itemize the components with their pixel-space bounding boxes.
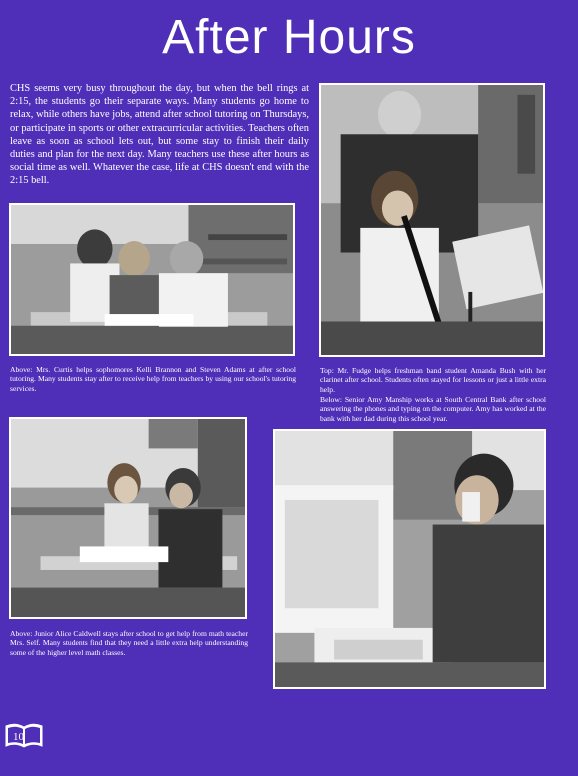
- math-caption: Above: Junior Alice Caldwell stays after school to get help from math teacher Mrs. Self. Many students find that they need a little extra help understanding some of the higher level math classes.: [10, 629, 248, 657]
- page-title: After Hours: [162, 11, 416, 64]
- bank-photo: [273, 429, 546, 689]
- tutoring-caption: Above: Mrs. Curtis helps sophomores Kelli Brannon and Steven Adams at after school tutoring. Many students stay after to receive help from teachers by using our school's tutoring services.: [10, 365, 296, 393]
- page-number: 10: [13, 731, 24, 743]
- tutoring-photo: [9, 203, 295, 356]
- intro-paragraph: CHS seems very busy throughout the day, but when the bell rings at 2:15, the students go their separate ways. Many students go home to relax, while others have jobs, attend after school tutoring on Thursdays, or participate in sports or other extracurricular activities. Teachers often leave as soon as school lets out, but some stay to finish their daily duties and plan for the next day. Many teachers use these after hours as social time as well. Whatever the case, life at CHS doesn't end with the 2:15 bell.: [10, 83, 309, 187]
- band-photo: [319, 83, 545, 357]
- book-icon: [4, 720, 44, 750]
- bank-caption: Below: Senior Amy Manship works at South Central Bank after school answering the phones and typing on the computer. Amy has worked at the bank with her dad during this school year.: [320, 395, 546, 423]
- band-caption: Top: Mr. Fudge helps freshman band student Amanda Bush with her clarinet after school. Students often stayed for lessons or just a little extra help.: [320, 366, 546, 394]
- math-photo: [9, 417, 247, 619]
